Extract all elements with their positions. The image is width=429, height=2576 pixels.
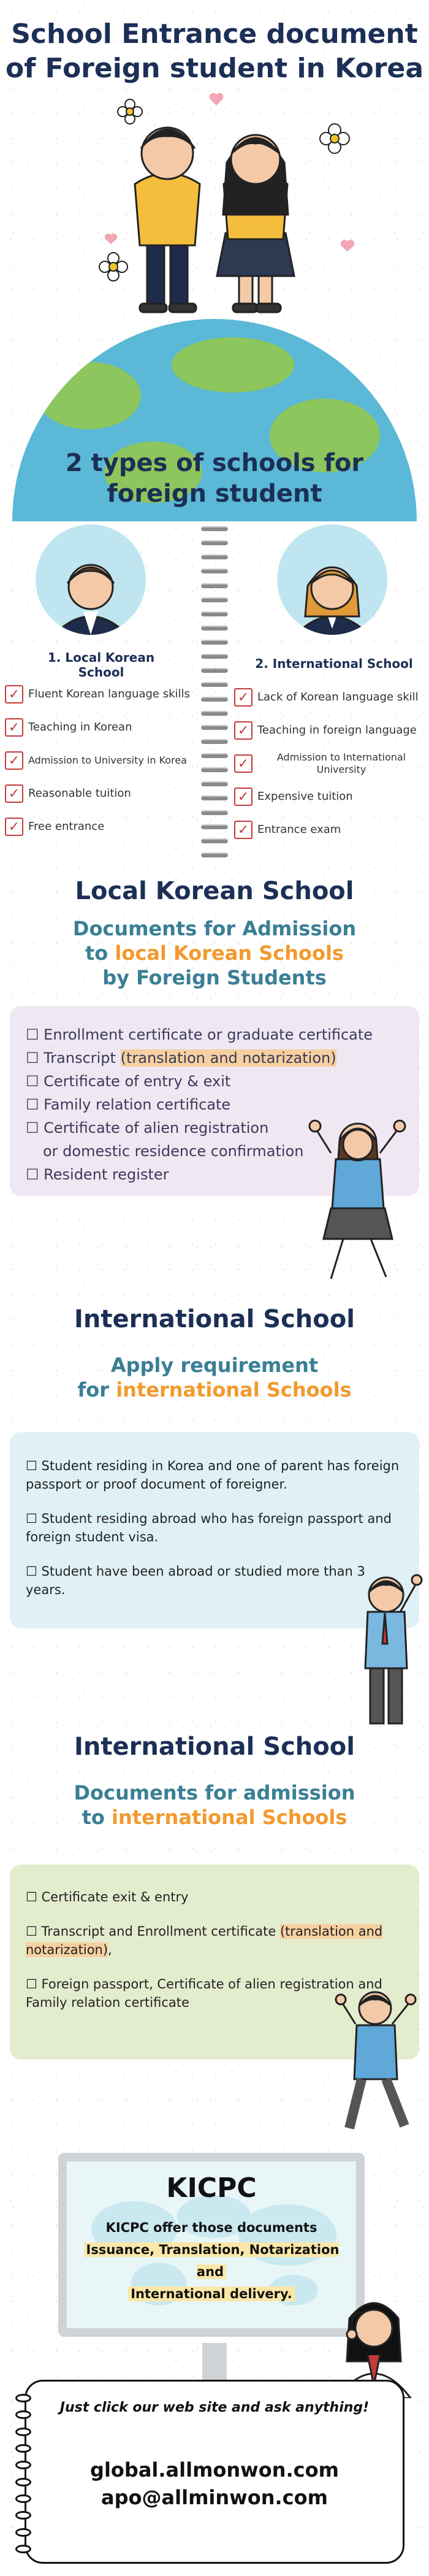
boy-student-illustration: [349, 1570, 423, 1730]
heart-icon: [340, 239, 355, 253]
intl-req-section-title: International School: [74, 1305, 355, 1333]
checkmark-icon: ✓: [5, 784, 23, 803]
list-item: ✓ Expensive tuition: [234, 780, 425, 813]
board-stand: [202, 2343, 227, 2380]
types-title-line1: 2 types of schools for: [65, 449, 364, 477]
kicpc-title: KICPC: [166, 2172, 257, 2204]
female-student-icon: [277, 543, 387, 635]
contact-notebook: [25, 2380, 404, 2564]
footer-tagline: Just click our web site and ask anything!: [59, 2400, 370, 2415]
list-item: ✓ Teaching in foreign language: [234, 714, 425, 747]
list-item: ☐ Resident register: [26, 1166, 169, 1183]
list-item: ✓ Admission to University in Korea: [5, 744, 198, 777]
list-item: ☐ Transcript and Enrollment certificate (translation and notarization),: [26, 1924, 383, 1957]
checkbox-icon: ☐: [26, 1511, 37, 1526]
list-item-continuation: or domestic residence confirmation: [43, 1143, 304, 1160]
checkmark-icon: ✓: [234, 754, 252, 773]
flower-icon: [319, 123, 351, 155]
main-title: [0, 17, 429, 86]
checkbox-icon: ☐: [26, 1977, 37, 1991]
intl-req-subtitle-line1: Apply requirement: [110, 1354, 319, 1377]
checkmark-icon: ✓: [234, 721, 252, 740]
intl-docs-section-title: International School: [74, 1733, 355, 1761]
international-student-avatar: [277, 524, 387, 635]
list-item: ✓ Teaching in Korean: [5, 711, 198, 744]
intl-docs-subtitle-line1: Documents for admission: [74, 1781, 355, 1804]
checkbox-icon: ☐: [26, 1049, 39, 1067]
email-link[interactable]: apo@allminwon.com: [101, 2486, 328, 2509]
international-school-checklist: [234, 681, 425, 846]
checkmark-icon: ✓: [234, 788, 252, 806]
kicpc-info-board: [58, 2153, 365, 2337]
international-school-heading: 2. International School: [255, 656, 413, 671]
list-item: ✓ Admission to International University: [234, 747, 425, 780]
checkbox-icon: ☐: [26, 1096, 39, 1113]
checkbox-icon: ☐: [26, 1166, 39, 1183]
checkbox-icon: ☐: [26, 1119, 39, 1137]
local-student-avatar: [36, 524, 146, 635]
local-subtitle: Documents for Admission to local Korean Schools by Foreign Students: [0, 916, 429, 990]
local-section-title: Local Korean School: [75, 877, 354, 905]
checkmark-icon: ✓: [234, 688, 252, 707]
local-subtitle-highlight: local Korean Schools: [115, 941, 344, 965]
students-illustration: [123, 104, 306, 319]
list-item: ☐ Student residing in Korea and one of parent has foreign passport or proof document of foreigner.: [26, 1459, 400, 1492]
main-title-line1: School Entrance document: [11, 18, 418, 50]
translation-note: (translation and notarization): [26, 1924, 383, 1957]
checkmark-icon: ✓: [5, 751, 23, 770]
local-school-checklist: [5, 678, 198, 843]
checkbox-icon: ☐: [26, 1073, 39, 1090]
list-item: ☐ Foreign passport, Certificate of alien registration and Family relation certificate: [26, 1977, 382, 2010]
types-title: [0, 448, 429, 509]
intl-docs-subtitle-highlight: international Schools: [112, 1806, 347, 1829]
list-item: ✓ Lack of Korean language skill: [234, 681, 425, 714]
checkmark-icon: ✓: [5, 718, 23, 737]
checkbox-icon: ☐: [26, 1564, 37, 1579]
male-student-icon: [36, 543, 146, 635]
intl-req-subtitle: Apply requirement for international Schools: [0, 1353, 429, 1402]
website-link[interactable]: global.allmonwon.com: [90, 2458, 339, 2482]
list-item: ✓ Fluent Korean language skills: [5, 678, 198, 711]
list-item: ✓ Free entrance: [5, 810, 198, 843]
types-title-line2: foreign student: [107, 480, 322, 508]
list-item: ☐ Student have been abroad or studied more than 3 years.: [26, 1564, 365, 1597]
list-item: ☐ Student residing abroad who has foreign passport and foreign student visa.: [26, 1511, 392, 1544]
list-item: ☐ Transcript (translation and notarization): [26, 1049, 336, 1067]
list-item: ☐ Enrollment certificate or graduate certificate: [26, 1026, 373, 1043]
checkbox-icon: ☐: [26, 1459, 37, 1473]
translation-note: (translation and notarization): [120, 1049, 336, 1067]
checkmark-icon: ✓: [5, 818, 23, 836]
main-title-line2: of Foreign student in Korea: [5, 53, 424, 84]
kicpc-description: KICPC offer those documents Issuance, Translation, Notarization and International delivery.: [67, 2217, 356, 2305]
local-subtitle-line3: by Foreign Students: [102, 966, 327, 989]
checkbox-icon: ☐: [26, 1924, 37, 1939]
intl-docs-subtitle: Documents for admission to international Schools: [0, 1781, 429, 1830]
girl-student-illustration: [306, 1116, 411, 1288]
checkmark-icon: ✓: [234, 821, 252, 839]
checkbox-icon: ☐: [26, 1890, 37, 1904]
list-item: ☐ Certificate of alien registration: [26, 1119, 269, 1137]
boy-student-illustration: [331, 1987, 423, 2147]
checkbox-icon: ☐: [26, 1026, 39, 1043]
list-item: ✓ Reasonable tuition: [5, 777, 198, 810]
list-item: ✓ Entrance exam: [234, 813, 425, 846]
heart-icon: [104, 233, 118, 245]
list-item: ☐ Family relation certificate: [26, 1096, 231, 1113]
local-school-heading: 1. Local Korean School: [47, 650, 155, 680]
list-item: ☐ Certificate of entry & exit: [26, 1073, 231, 1090]
list-item: ☐ Certificate exit & entry: [26, 1890, 189, 1904]
intl-req-subtitle-highlight: international Schools: [116, 1378, 352, 1401]
local-subtitle-line1: Documents for Admission: [72, 917, 357, 940]
binder-spine: [201, 526, 228, 857]
checkmark-icon: ✓: [5, 685, 23, 703]
